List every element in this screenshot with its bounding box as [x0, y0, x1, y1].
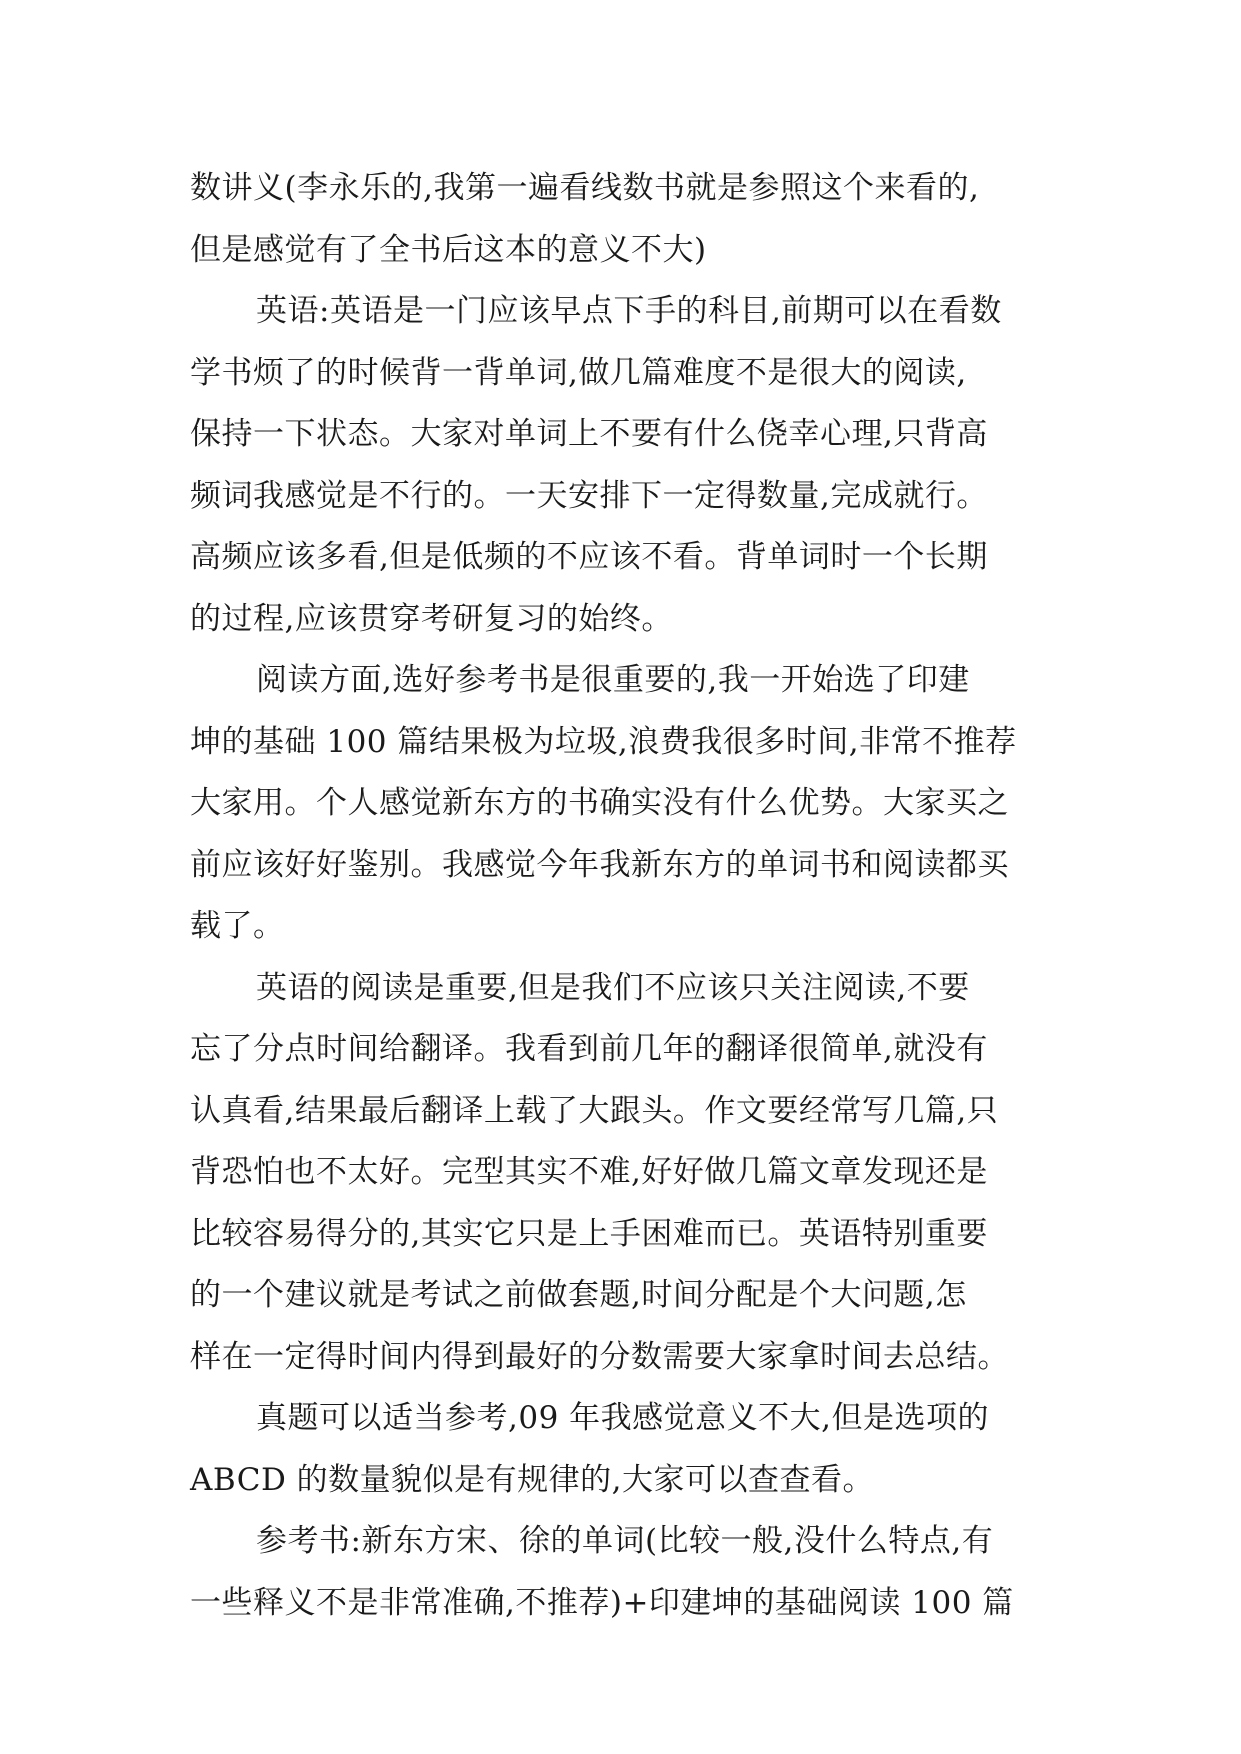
text-line: 背恐怕也不太好。完型其实不难,好好做几篇文章发现还是 — [190, 1154, 988, 1190]
text-line: 学书烦了的时候背一背单词,做几篇难度不是很大的阅读, — [190, 354, 967, 391]
text-line: 比较容易得分的,其实它只是上手困难而已。英语特别重要 — [190, 1215, 988, 1252]
text-line: ABCD 的数量貌似是有规律的,大家可以查查看。 — [190, 1461, 875, 1498]
document-body — [190, 158, 1050, 1634]
paragraph-start-past-exams: 真题可以适当参考,09 年我感觉意义不大,但是选项的 — [256, 1400, 990, 1436]
text-line: 忘了分点时间给翻译。我看到前几年的翻译很简单,就没有 — [190, 1031, 988, 1067]
text-line: 的过程,应该贯穿考研复习的始终。 — [190, 600, 673, 637]
text-line: 大家用。个人感觉新东方的书确实没有什么优势。大家买之 — [190, 785, 1009, 821]
paragraph-start-reading-importance: 英语的阅读是重要,但是我们不应该只关注阅读,不要 — [256, 969, 970, 1006]
paragraph-start-reference-books: 参考书:新东方宋、徐的单词(比较一般,没什么特点,有 — [256, 1523, 994, 1559]
paragraph-start-reading: 阅读方面,选好参考书是很重要的,我一开始选了印建 — [256, 662, 970, 698]
text-line: 频词我感觉是不行的。一天安排下一定得数量,完成就行。 — [190, 477, 988, 514]
text-line: 前应该好好鉴别。我感觉今年我新东方的单词书和阅读都买 — [190, 846, 1009, 883]
text-line: 样在一定得时间内得到最好的分数需要大家拿时间去总结。 — [190, 1338, 1009, 1375]
text-line: 但是感觉有了全书后这本的意义不大) — [190, 231, 707, 268]
text-line: 高频应该多看,但是低频的不应该不看。背单词时一个长期 — [190, 539, 988, 575]
text-line: 认真看,结果最后翻译上载了大跟头。作文要经常写几篇,只 — [190, 1092, 999, 1129]
text-line: 载了。 — [190, 908, 285, 944]
text-line: 坤的基础 100 篇结果极为垃圾,浪费我很多时间,非常不推荐 — [190, 723, 1017, 760]
text-line: 的一个建议就是考试之前做套题,时间分配是个大问题,怎 — [190, 1277, 967, 1313]
text-line: 一些释义不是非常准确,不推荐)+印建坤的基础阅读 100 篇 — [190, 1584, 1014, 1621]
text-line: 数讲义(李永乐的,我第一遍看线数书就是参照这个来看的, — [190, 170, 980, 206]
text-line: 保持一下状态。大家对单词上不要有什么侥幸心理,只背高 — [190, 416, 988, 452]
paragraph-start-english: 英语:英语是一门应该早点下手的科目,前期可以在看数 — [256, 293, 1002, 329]
